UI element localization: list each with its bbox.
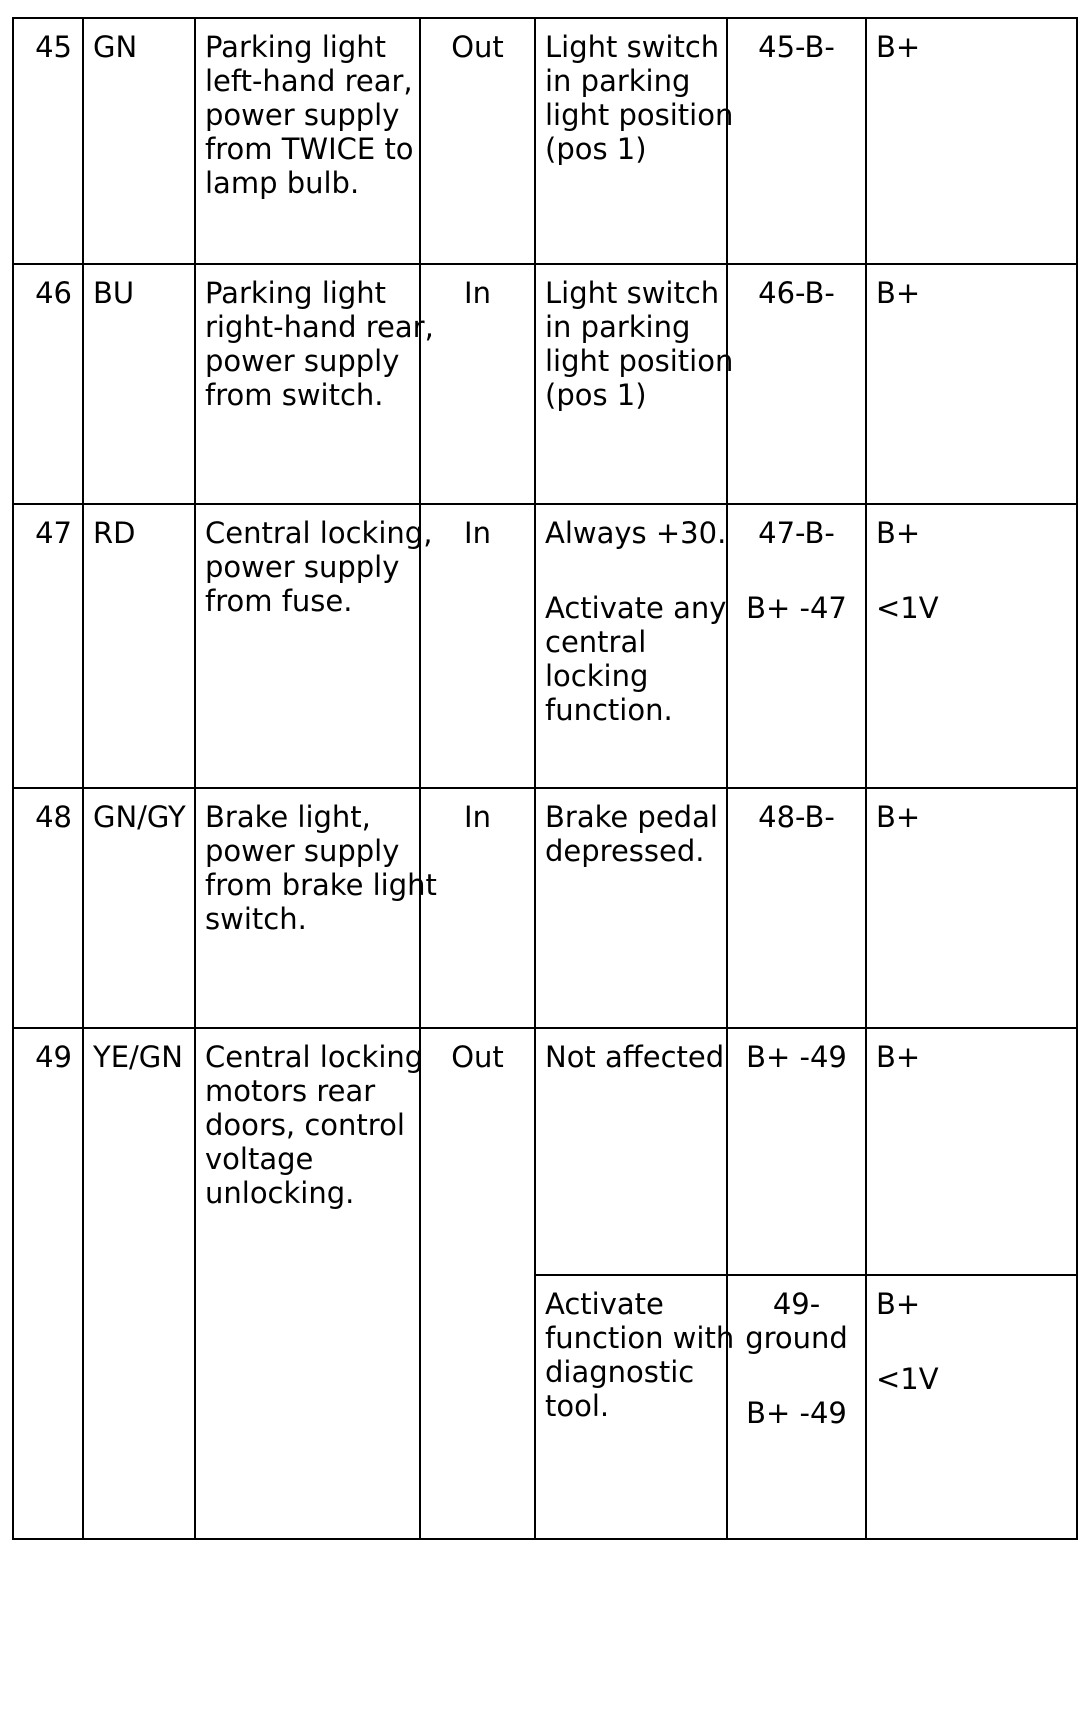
signal-direction: Out	[420, 1028, 535, 1539]
test-condition: Activate function with diagnostic tool.	[535, 1275, 727, 1539]
measurement-points: 46-B-	[727, 264, 866, 504]
test-condition: Light switch in parking light position (pos 1)	[535, 264, 727, 504]
test-condition: Always +30. Activate any central locking function.	[535, 504, 727, 788]
wire-color: RD	[83, 504, 195, 788]
pin-number: 48	[13, 788, 83, 1028]
function-description: Brake light, power supply from brake light switch.	[195, 788, 420, 1028]
measurement-points: B+ -49	[727, 1028, 866, 1275]
wire-color: BU	[83, 264, 195, 504]
pin-number: 46	[13, 264, 83, 504]
test-condition: Not affected	[535, 1028, 727, 1275]
wire-color: GN	[83, 18, 195, 264]
pin-number: 47	[13, 504, 83, 788]
signal-direction: In	[420, 264, 535, 504]
nominal-value: B+	[866, 18, 1077, 264]
function-description: Central locking, power supply from fuse.	[195, 504, 420, 788]
measurement-points: 48-B-	[727, 788, 866, 1028]
table-row	[13, 1028, 1077, 1275]
nominal-value: B+	[866, 264, 1077, 504]
nominal-value: B+ <1V	[866, 504, 1077, 788]
table-row	[13, 18, 1077, 264]
measurement-points: 45-B-	[727, 18, 866, 264]
pin-assignment-table	[12, 17, 1078, 1540]
wire-color: GN/GY	[83, 788, 195, 1028]
pin-number: 49	[13, 1028, 83, 1539]
table-row	[13, 788, 1077, 1028]
test-condition: Light switch in parking light position (pos 1)	[535, 18, 727, 264]
function-description: Parking light right-hand rear, power supply from switch.	[195, 264, 420, 504]
function-description: Parking light left-hand rear, power supply from TWICE to lamp bulb.	[195, 18, 420, 264]
test-condition: Brake pedal depressed.	[535, 788, 727, 1028]
nominal-value: B+ <1V	[866, 1275, 1077, 1539]
signal-direction: In	[420, 788, 535, 1028]
wire-color: YE/GN	[83, 1028, 195, 1539]
measurement-points: 47-B- B+ -47	[727, 504, 866, 788]
pin-number: 45	[13, 18, 83, 264]
measurement-points: 49- ground B+ -49	[727, 1275, 866, 1539]
nominal-value: B+	[866, 1028, 1077, 1275]
signal-direction: Out	[420, 18, 535, 264]
nominal-value: B+	[866, 788, 1077, 1028]
function-description: Central locking motors rear doors, control voltage unlocking.	[195, 1028, 420, 1539]
table-row	[13, 264, 1077, 504]
signal-direction: In	[420, 504, 535, 788]
table-row	[13, 504, 1077, 788]
